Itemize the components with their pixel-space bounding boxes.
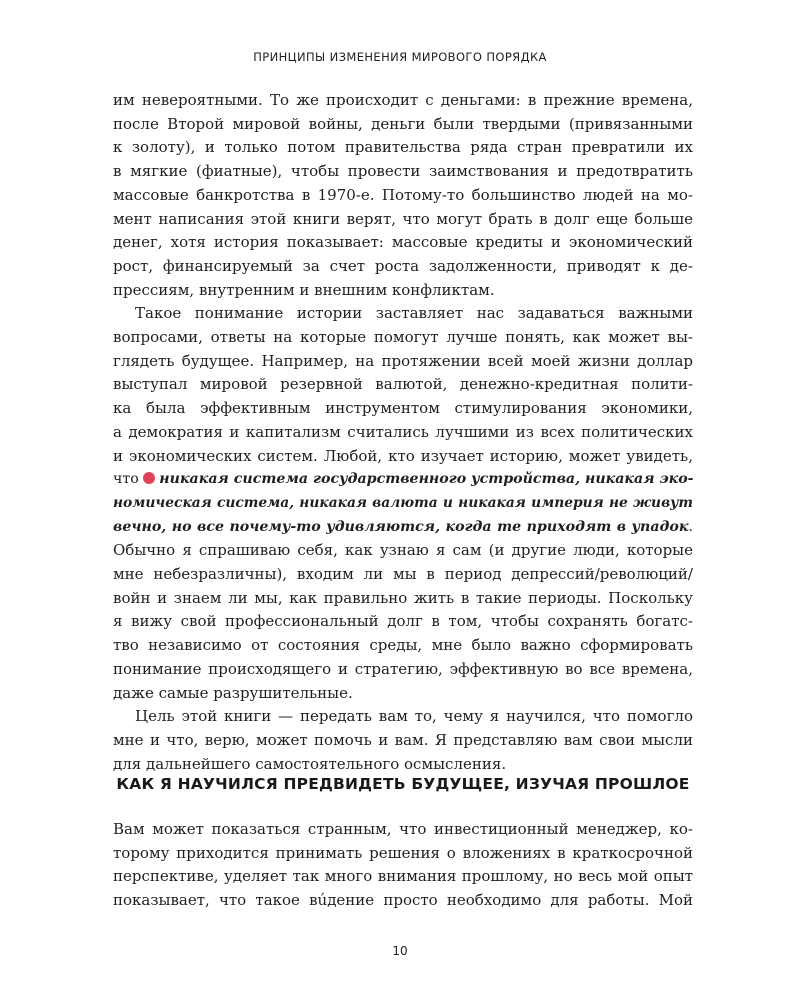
section-body-text	[113, 818, 693, 913]
text-line: показывает, что такое вúдение просто необходимо для работы. Мой	[113, 891, 693, 910]
section-heading: КАК Я НАУЧИЛСЯ ПРЕДВИДЕТЬ БУДУЩЕЕ, ИЗУЧАЯ ПРОШЛОЕ	[116, 775, 690, 793]
text-line: торому приходится принимать решения о вложениях в краткосрочной	[113, 843, 693, 862]
emphasized-text: вечно, но все почему-то удивляются, когда те приходят в упадок	[113, 518, 689, 535]
emphasized-text: номическая система, никакая валюта и никакая империя не живут	[113, 494, 693, 511]
text-line: Обычно я спрашиваю себя, как узнаю я сам (и другие люди, которые	[113, 541, 693, 560]
text-line: для дальнейшего самостоятельного осмысления.	[113, 754, 507, 773]
text-line: глядеть будущее. Например, на протяжении всей моей жизни доллар	[113, 351, 693, 370]
page-number: 10	[392, 944, 408, 958]
text-line: мент написания этой книги верят, что могут брать в долг еще больше	[113, 209, 693, 228]
text-line: я вижу свой профессиональный долг в том, чтобы сохранять богатс-	[113, 612, 693, 631]
text-line: им невероятными. То же происходит с деньгами: в прежние времена,	[113, 91, 693, 109]
text-line: и экономических систем. Любой, кто изучает историю, может увидеть,	[113, 446, 693, 465]
paragraph-3	[113, 705, 693, 776]
red-dot-icon	[143, 472, 155, 484]
text-line: даже самые разрушительные.	[113, 683, 353, 702]
text-line: массовые банкротства в 1970-е. Потому-то большинство людей на мо-	[113, 185, 693, 204]
paragraph-4	[113, 818, 693, 913]
text-line: мне небезразличны), входим ли мы в период депрессий/революций/	[113, 565, 693, 584]
running-header: ПРИНЦИПЫ ИЗМЕНЕНИЯ МИРОВОГО ПОРЯДКА	[253, 50, 547, 64]
emphasis-end: .	[688, 518, 693, 535]
text-line: ка была эффективным инструментом стимулирования экономики,	[113, 399, 693, 418]
text-line: к золоту), и только потом правительства ряда стран превратили их	[113, 138, 693, 157]
text-line: Цель этой книги — передать вам то, чему я научился, что помогло	[135, 707, 693, 726]
body-text	[113, 89, 693, 776]
text-line: вопросами, ответы на которые помогут лучше понять, как может вы-	[113, 328, 693, 347]
emphasis-line	[113, 516, 693, 540]
text-line: в мягкие (фиатные), чтобы провести заимствования и предотвратить	[113, 162, 693, 181]
text-line: Вам может показаться странным, что инвестиционный менеджер, ко-	[113, 820, 693, 838]
paragraph-1	[113, 89, 693, 302]
text-line: войн и знаем ли мы, как правильно жить в такие периоды. Поскольку	[113, 588, 693, 607]
text-line: после Второй мировой войны, деньги были твердыми (привязанными	[113, 114, 693, 133]
text-line: прессиям, внутренним и внешним конфликтам.	[113, 280, 495, 299]
text-line: мне и что, верю, может помочь и вам. Я представляю вам свои мысли	[113, 730, 693, 749]
text-line: выступал мировой резервной валютой, денежно-кредитная полити-	[113, 375, 693, 394]
text-line: а демократия и капитализм считались лучшими из всех политических	[113, 422, 693, 441]
text-line: Такое понимание истории заставляет нас задаваться важными	[135, 304, 693, 323]
emphasized-text: никакая система государственного устройства, никакая эко-	[159, 471, 694, 488]
text-line: понимание происходящего и стратегию, эффективную во все времена,	[113, 659, 693, 678]
paragraph-2	[113, 302, 693, 705]
text-line: тво независимо от состояния среды, мне было важно сформировать	[113, 636, 693, 655]
emphasis-lead: что	[113, 471, 139, 488]
text-line: денег, хотя история показывает: массовые кредиты и экономический	[113, 233, 693, 252]
emphasis-line	[113, 468, 693, 492]
text-line: рост, финансируемый за счет роста задолженности, приводят к де-	[113, 256, 693, 275]
text-line: перспективе, уделяет так много внимания прошлому, но весь мой опыт	[113, 867, 693, 886]
